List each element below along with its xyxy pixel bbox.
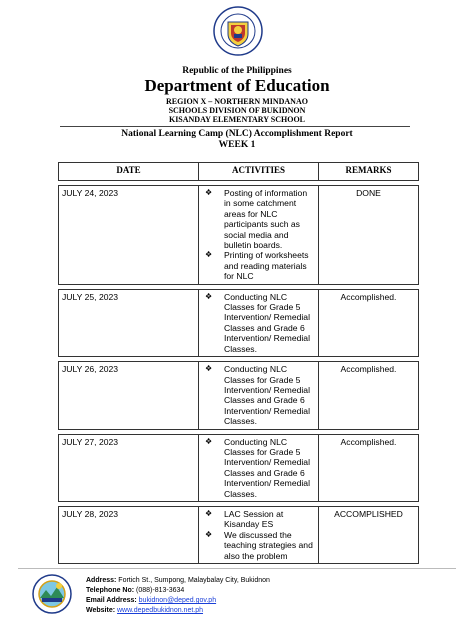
accomplishment-table bbox=[58, 162, 419, 564]
activity-item bbox=[202, 250, 315, 281]
footer-address: Address: Fortich St., Sumpong, Malaybalay City, Bukidnon bbox=[86, 577, 270, 584]
activities-cell bbox=[199, 362, 319, 429]
date-cell: JULY 25, 2023 bbox=[59, 289, 199, 356]
date-cell: JULY 27, 2023 bbox=[59, 434, 199, 501]
table-header-row bbox=[59, 163, 419, 181]
activity-text: Posting of information in some catchment areas for NLC participants such as social media and bulletin boards. bbox=[224, 188, 308, 251]
remarks-cell: DONE bbox=[319, 186, 419, 285]
diamond-bullet-icon: ❖ bbox=[205, 364, 213, 374]
activity-text: Conducting NLC Classes for Grade 5 Intervention/ Remedial Classes and Grade 6 Intervention/ Remedial Classes. bbox=[224, 291, 310, 354]
activity-list bbox=[202, 188, 315, 282]
activity-text: Conducting NLC Classes for Grade 5 Intervention/ Remedial Classes and Grade 6 Intervention/ Remedial Classes. bbox=[224, 364, 310, 427]
activity-item bbox=[202, 530, 315, 561]
footer-contact bbox=[86, 576, 270, 616]
date-header: DATE bbox=[59, 163, 199, 181]
report-title: National Learning Camp (NLC) Accomplishment Report bbox=[121, 129, 353, 139]
remarks-cell: Accomplished. bbox=[319, 289, 419, 356]
activity-text: Conducting NLC Classes for Grade 5 Intervention/ Remedial Classes and Grade 6 Intervention/ Remedial Classes. bbox=[224, 436, 310, 499]
footer-phone: Telephone No: (088)-813-3634 bbox=[86, 587, 185, 594]
activity-text: Printing of worksheets and reading materials for NLC bbox=[224, 250, 309, 282]
activities-cell bbox=[199, 186, 319, 285]
activity-item bbox=[202, 509, 315, 530]
table-row bbox=[59, 506, 419, 563]
activity-list bbox=[202, 292, 315, 354]
activities-cell bbox=[199, 434, 319, 501]
diamond-bullet-icon: ❖ bbox=[205, 436, 213, 446]
activity-item bbox=[202, 188, 315, 250]
activity-item bbox=[202, 437, 315, 499]
date-cell: JULY 28, 2023 bbox=[59, 506, 199, 563]
division-line: SCHOOLS DIVISION OF BUKIDNON bbox=[168, 106, 306, 115]
table-row bbox=[59, 362, 419, 429]
remarks-cell: ACCOMPLISHED bbox=[319, 506, 419, 563]
activity-item bbox=[202, 364, 315, 426]
table-row bbox=[59, 289, 419, 356]
diamond-bullet-icon: ❖ bbox=[205, 529, 213, 539]
school-line: KISANDAY ELEMENTARY SCHOOL bbox=[168, 115, 306, 124]
diamond-bullet-icon: ❖ bbox=[205, 188, 213, 197]
table-row bbox=[59, 434, 419, 501]
activities-header: ACTIVITIES bbox=[199, 163, 319, 181]
email-link[interactable]: bukidnon@deped.gov.ph bbox=[138, 597, 217, 604]
diamond-bullet-icon: ❖ bbox=[205, 291, 213, 301]
report-week: WEEK 1 bbox=[218, 140, 256, 150]
date-cell: JULY 24, 2023 bbox=[59, 186, 199, 285]
activities-cell bbox=[199, 506, 319, 563]
activity-list bbox=[202, 364, 315, 426]
republic-line: Republic of the Philippines bbox=[182, 66, 292, 76]
footer-website: Website: www.depedbukidnon.net.ph bbox=[86, 607, 204, 614]
diamond-bullet-icon: ❖ bbox=[205, 250, 213, 260]
table-body bbox=[59, 181, 419, 564]
activity-text: LAC Session at Kisanday ES bbox=[224, 508, 284, 530]
region-line: REGION X – NORTHERN MINDANAO bbox=[166, 97, 308, 106]
department-title: Department of Education bbox=[144, 76, 330, 95]
division-logo bbox=[32, 574, 72, 614]
remarks-header: REMARKS bbox=[319, 163, 419, 181]
activity-list bbox=[202, 437, 315, 499]
date-cell: JULY 26, 2023 bbox=[59, 362, 199, 429]
footer-email: Email Address: bukidnon@deped.gov.ph bbox=[86, 597, 217, 604]
diamond-bullet-icon: ❖ bbox=[205, 508, 213, 518]
activity-text: We discussed the teaching strategies and also the problem bbox=[224, 529, 313, 561]
activities-cell bbox=[199, 289, 319, 356]
remarks-cell: Accomplished. bbox=[319, 434, 419, 501]
table-row bbox=[59, 186, 419, 285]
footer-divider bbox=[18, 568, 456, 569]
website-link[interactable]: www.depedbukidnon.net.ph bbox=[117, 607, 204, 614]
remarks-cell: Accomplished. bbox=[319, 362, 419, 429]
activity-item bbox=[202, 292, 315, 354]
deped-seal-logo bbox=[213, 6, 263, 56]
activity-list bbox=[202, 509, 315, 561]
header-divider bbox=[60, 126, 410, 127]
